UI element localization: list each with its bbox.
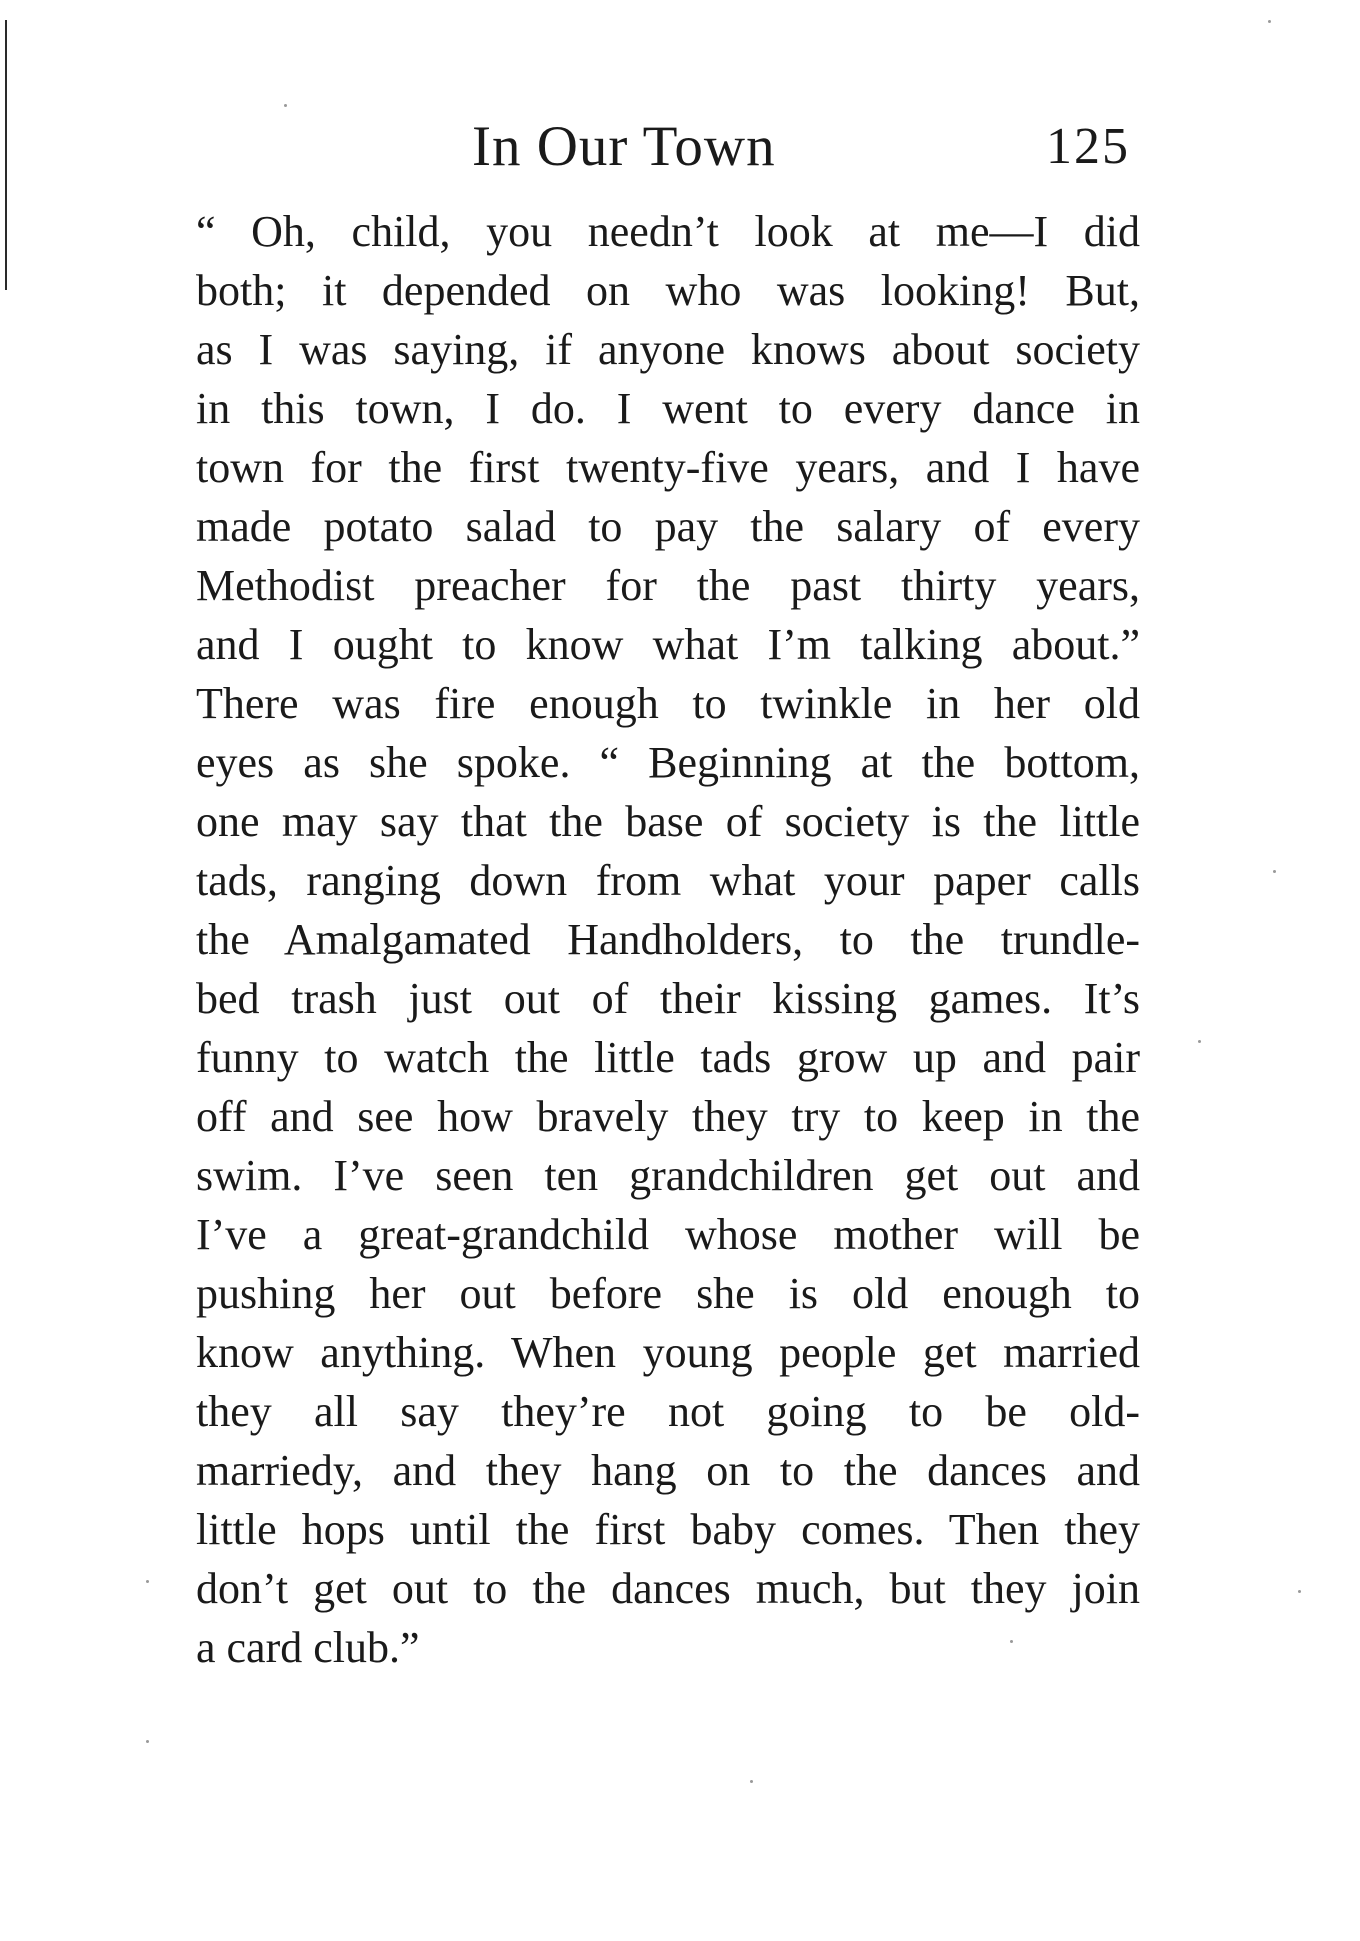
text-line: and I ought to know what I’m talking about.” xyxy=(196,620,1140,669)
paper-speck xyxy=(1198,1040,1201,1043)
text-line: know anything. When young people get married xyxy=(196,1328,1140,1377)
text-line: both; it depended on who was looking! But, xyxy=(196,266,1140,315)
text-line: tads, ranging down from what your paper calls xyxy=(196,856,1140,905)
body-text xyxy=(196,202,1140,1677)
text-line: funny to watch the little tads grow up and pair xyxy=(196,1033,1140,1082)
text-line: made potato salad to pay the salary of every xyxy=(196,502,1140,551)
paper-speck xyxy=(146,1580,149,1583)
paper-speck xyxy=(1268,20,1271,23)
text-line: “ Oh, child, you needn’t look at me—I did xyxy=(196,207,1140,256)
text-line: in this town, I do. I went to every dance in xyxy=(196,384,1140,433)
page-number: 125 xyxy=(1046,118,1130,175)
page-header xyxy=(0,112,1360,182)
text-line: eyes as she spoke. “ Beginning at the bottom, xyxy=(196,738,1140,787)
paper-speck xyxy=(146,1740,149,1743)
text-line: little hops until the first baby comes. Then they xyxy=(196,1505,1140,1554)
paper-speck xyxy=(1010,1640,1013,1643)
text-line: they all say they’re not going to be old- xyxy=(196,1387,1140,1436)
text-line: marriedy, and they hang on to the dances and xyxy=(196,1446,1140,1495)
text-line: Methodist preacher for the past thirty years, xyxy=(196,561,1140,610)
text-line: a card club.” xyxy=(196,1623,420,1672)
text-line: bed trash just out of their kissing games. It’s xyxy=(196,974,1140,1023)
text-line: one may say that the base of society is the little xyxy=(196,797,1140,846)
text-line: as I was saying, if anyone knows about society xyxy=(196,325,1140,374)
text-line: There was fire enough to twinkle in her old xyxy=(196,679,1140,728)
text-line: the Amalgamated Handholders, to the trundle- xyxy=(196,915,1140,964)
text-line: swim. I’ve seen ten grandchildren get out and xyxy=(196,1151,1140,1200)
paper-speck xyxy=(1273,870,1276,873)
running-title: In Our Town xyxy=(472,115,776,178)
text-line: I’ve a great-grandchild whose mother will be xyxy=(196,1210,1140,1259)
text-line: pushing her out before she is old enough to xyxy=(196,1269,1140,1318)
paper-speck xyxy=(284,104,287,107)
paper-speck xyxy=(750,1780,753,1783)
text-line: off and see how bravely they try to keep in the xyxy=(196,1092,1140,1141)
text-line: town for the first twenty-five years, and I have xyxy=(196,443,1140,492)
paper-speck xyxy=(1298,1590,1301,1593)
text-line: don’t get out to the dances much, but they join xyxy=(196,1564,1140,1613)
